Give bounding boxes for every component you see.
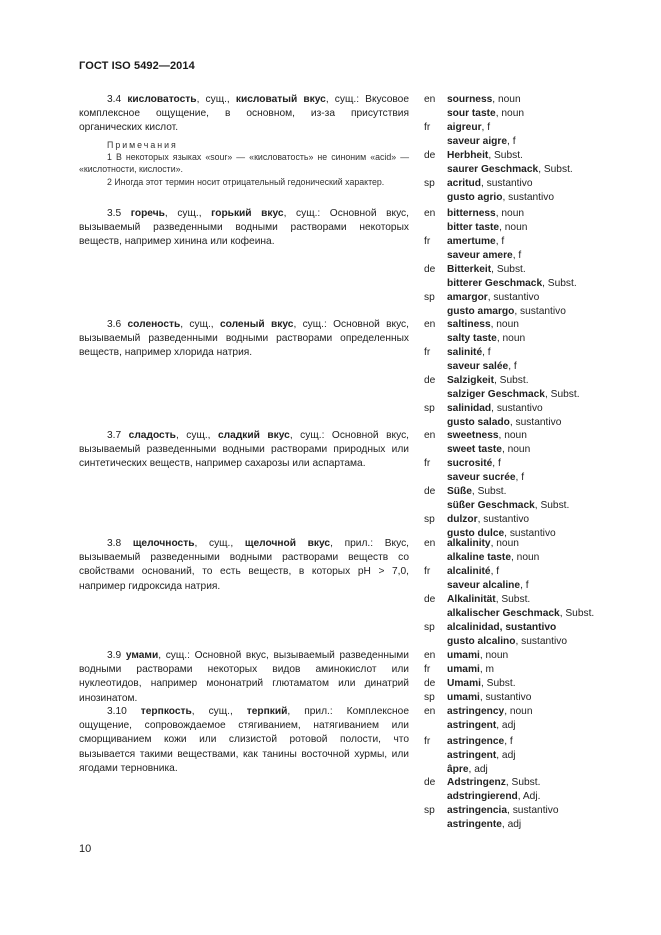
term-line: gusto agrio, sustantivo xyxy=(447,192,554,203)
entry-text: 3.8 щелочность, сущ., щелочной вкус, прил.: Вкус, вызываемый разведенными водными растворами веществ со свойствами оснований, то есть веществ, в которых pH > 7,0, например гидроксида натрия. xyxy=(79,538,409,592)
page-number: 10 xyxy=(79,843,92,855)
term-line: Alkalinität, Subst. xyxy=(447,594,531,605)
term-line: âpre, adj xyxy=(447,764,488,775)
entry-text: 3.9 умами, сущ.: Основной вкус, вызываемый разведенными водными растворами некоторых видов аминокислот или нуклеотидов, например мононатрий глютаматом или динатрий инозинатом. xyxy=(79,650,409,704)
term-line: saveur aigre, f xyxy=(447,136,516,147)
language-code: de xyxy=(424,375,436,386)
term-line: saurer Geschmack, Subst. xyxy=(447,164,573,175)
term-line: dulzor, sustantivo xyxy=(447,514,530,525)
language-code: sp xyxy=(424,292,435,303)
term-line: astringent, adj xyxy=(447,720,516,731)
language-code: sp xyxy=(424,178,435,189)
term-lines xyxy=(447,318,525,346)
term-line: gusto dulce, sustantivo xyxy=(447,528,556,539)
term-line: astringencia, sustantivo xyxy=(447,805,559,816)
term-line: Adstringenz, Subst. xyxy=(447,777,541,788)
language-code: sp xyxy=(424,622,435,633)
term-lines xyxy=(447,291,566,319)
term-lines xyxy=(447,263,577,291)
term-line: amargor, sustantivo xyxy=(447,292,540,303)
term-lines xyxy=(447,705,533,733)
term-line: aigreur, f xyxy=(447,122,491,133)
term-line: adstringierend, Adj. xyxy=(447,791,541,802)
entry-text: 3.4 кисловатость, сущ., кисловатый вкус, сущ.: Вкусовое комплексное ощущение, в основном, из-за присутствия органических кислот. xyxy=(79,94,410,134)
term-line: sweet taste, noun xyxy=(447,444,531,455)
entry-3-9 xyxy=(79,649,409,706)
term-lines xyxy=(447,776,540,804)
term-line: Herbheit, Subst. xyxy=(447,150,523,161)
language-code: sp xyxy=(424,692,435,703)
term-lines xyxy=(447,663,494,677)
term-lines xyxy=(447,235,521,263)
entry-3-6 xyxy=(79,318,409,361)
term-line: gusto salado, sustantivo xyxy=(447,417,562,428)
term-lines xyxy=(447,374,580,402)
term-lines xyxy=(447,429,530,457)
term-line: sucrosité, f xyxy=(447,458,501,469)
term-lines xyxy=(447,804,559,832)
note-item: 1 В некоторых языках «sour» — «кисловатость» не синоним «acid» — «кислотности, кислости». xyxy=(79,152,409,175)
term-line: saveur salée, f xyxy=(447,361,517,372)
entry-3-10 xyxy=(79,705,409,776)
term-line: salinité, f xyxy=(447,347,491,358)
language-code: sp xyxy=(424,805,435,816)
term-lines xyxy=(447,677,516,691)
language-code: de xyxy=(424,594,436,605)
term-lines xyxy=(447,621,567,649)
term-line: saveur alcaline, f xyxy=(447,580,529,591)
term-lines xyxy=(447,457,524,485)
entry-3-7 xyxy=(79,429,409,472)
entry-3-4-notes xyxy=(79,139,409,188)
term-line: Süße, Subst. xyxy=(447,486,507,497)
language-code: sp xyxy=(424,403,435,414)
language-code: fr xyxy=(424,458,431,469)
language-code: en xyxy=(424,650,436,661)
term-line: bitterer Geschmack, Subst. xyxy=(447,278,577,289)
term-line: alcalinidad, sustantivo xyxy=(447,622,557,633)
notes-title: Примечания xyxy=(107,140,178,150)
term-line: alkalinity, noun xyxy=(447,538,519,549)
term-line: bitterness, noun xyxy=(447,208,525,219)
language-code: en xyxy=(424,706,436,717)
term-line: salinidad, sustantivo xyxy=(447,403,543,414)
entry-text: 3.10 терпкость, сущ., терпкий, прил.: Комплексное ощущение, сопровождаемое стягиванием, натягиванием или сморщиванием кожи или слизистой ротовой полости, что вызывается такими веществами, как танины восточной хурмы, или ягодами терновника. xyxy=(79,706,409,774)
term-lines xyxy=(447,93,524,121)
entry-3-4 xyxy=(79,93,409,136)
term-line: astringency, noun xyxy=(447,706,533,717)
term-lines xyxy=(447,177,554,205)
language-code: de xyxy=(424,678,436,689)
language-code: de xyxy=(424,150,436,161)
language-code: fr xyxy=(424,122,431,133)
language-code: en xyxy=(424,208,436,219)
term-lines xyxy=(447,593,594,621)
term-lines xyxy=(447,691,531,705)
term-lines xyxy=(447,649,508,663)
term-line: sweetness, noun xyxy=(447,430,527,441)
term-line: bitter taste, noun xyxy=(447,222,528,233)
document-header: ГОСТ ISO 5492—2014 xyxy=(79,60,195,72)
term-line: saveur amere, f xyxy=(447,250,522,261)
term-line: gusto amargo, sustantivo xyxy=(447,306,566,317)
term-line: Bitterkeit, Subst. xyxy=(447,264,526,275)
term-line: gusto alcalino, sustantivo xyxy=(447,636,568,647)
term-line: saltiness, noun xyxy=(447,319,519,330)
language-code: de xyxy=(424,486,436,497)
term-line: alcalinité, f xyxy=(447,566,500,577)
term-line: süßer Geschmack, Subst. xyxy=(447,500,570,511)
term-line: sourness, noun xyxy=(447,94,521,105)
language-code: fr xyxy=(424,347,431,358)
language-code: fr xyxy=(424,664,431,675)
term-line: acritud, sustantivo xyxy=(447,178,533,189)
term-lines xyxy=(447,149,573,177)
term-line: umami, sustantivo xyxy=(447,692,532,703)
term-line: sour taste, noun xyxy=(447,108,525,119)
term-lines xyxy=(447,402,561,430)
term-lines xyxy=(447,346,517,374)
term-line: Salzigkeit, Subst. xyxy=(447,375,529,386)
language-code: fr xyxy=(424,566,431,577)
term-line: umami, m xyxy=(447,664,494,675)
language-code: fr xyxy=(424,736,431,747)
language-code: fr xyxy=(424,236,431,247)
term-line: alkalischer Geschmack, Subst. xyxy=(447,608,595,619)
term-line: astringence, f xyxy=(447,736,513,747)
term-lines xyxy=(447,207,527,235)
term-line: salziger Geschmack, Subst. xyxy=(447,389,580,400)
term-line: amertume, f xyxy=(447,236,505,247)
term-line: astringent, adj xyxy=(447,750,516,761)
language-code: de xyxy=(424,264,436,275)
language-code: de xyxy=(424,777,436,788)
term-line: astringente, adj xyxy=(447,819,522,830)
entry-text: 3.7 сладость, сущ., сладкий вкус, сущ.: Основной вкус, вызываемый разведенными водными растворами природных или синтетических веществ, например сахарозы или аспартама. xyxy=(79,430,409,470)
term-line: umami, noun xyxy=(447,650,509,661)
term-line: Umami, Subst. xyxy=(447,678,516,689)
language-code: en xyxy=(424,538,436,549)
note-item: 2 Иногда этот термин носит отрицательный гедонический характер. xyxy=(107,176,385,187)
term-lines xyxy=(447,537,539,565)
language-code: en xyxy=(424,94,436,105)
term-lines xyxy=(447,485,569,513)
language-code: en xyxy=(424,319,436,330)
language-code: sp xyxy=(424,514,435,525)
term-lines xyxy=(447,735,516,777)
entry-3-5 xyxy=(79,207,409,250)
term-lines xyxy=(447,121,516,149)
entry-3-8 xyxy=(79,537,409,594)
language-code: en xyxy=(424,430,436,441)
entry-text: 3.6 соленость, сущ., соленый вкус, сущ.: Основной вкус, вызываемый разведенными водными растворами определенных веществ, например хлорида натрия. xyxy=(79,319,409,359)
term-lines xyxy=(447,565,529,593)
term-line: saveur sucrée, f xyxy=(447,472,525,483)
term-line: salty taste, noun xyxy=(447,333,526,344)
entry-text: 3.5 горечь, сущ., горький вкус, сущ.: Основной вкус, вызываемый разведенными водными растворами некоторых веществ, например хинина или кофеина. xyxy=(79,208,409,248)
term-line: alkaline taste, noun xyxy=(447,552,540,563)
